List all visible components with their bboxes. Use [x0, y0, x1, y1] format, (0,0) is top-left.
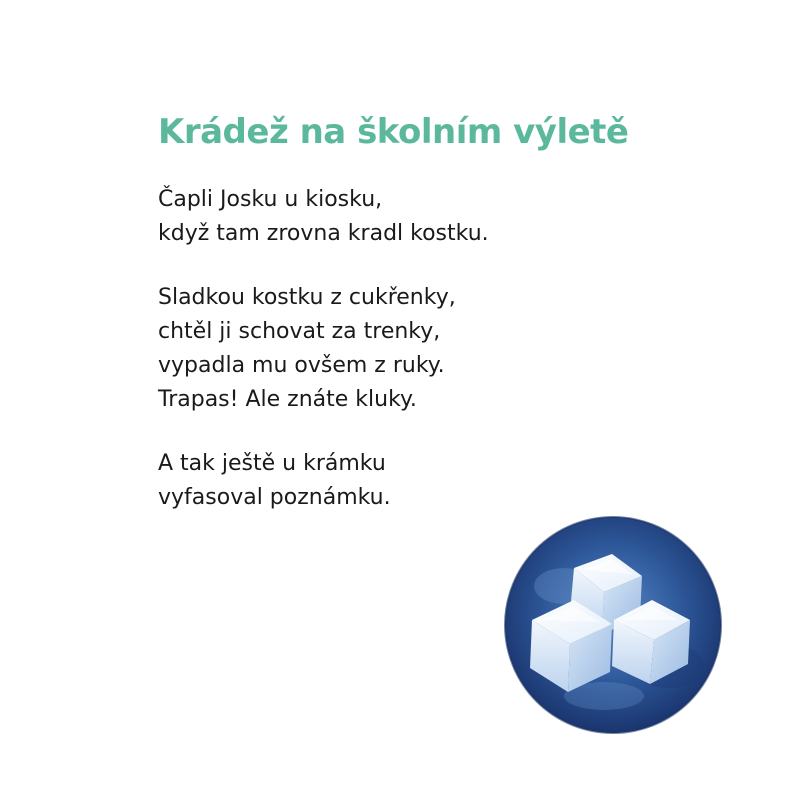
poem-line: když tam zrovna kradl kostku.	[158, 221, 489, 246]
poem-line: vyfasoval poznámku.	[158, 485, 391, 510]
stanza-2	[158, 281, 618, 417]
poem-line: Čapli Josku u kiosku,	[158, 187, 383, 212]
poem-line: A tak ještě u krámku	[158, 451, 386, 476]
poem-line: Sladkou kostku z cukřenky,	[158, 285, 456, 310]
poem-line: vypadla mu ovšem z ruky.	[158, 353, 445, 378]
stanza-3	[158, 447, 618, 515]
sugar-cubes-illustration	[504, 516, 722, 734]
poem-title: Krádež na školním výletě	[158, 112, 629, 152]
poem-body	[158, 183, 618, 545]
stanza-1	[158, 183, 618, 251]
poem-line: Trapas! Ale znáte kluky.	[158, 387, 417, 412]
sugar-cubes-icon	[504, 516, 722, 734]
poem-line: chtěl ji schovat za trenky,	[158, 319, 441, 344]
